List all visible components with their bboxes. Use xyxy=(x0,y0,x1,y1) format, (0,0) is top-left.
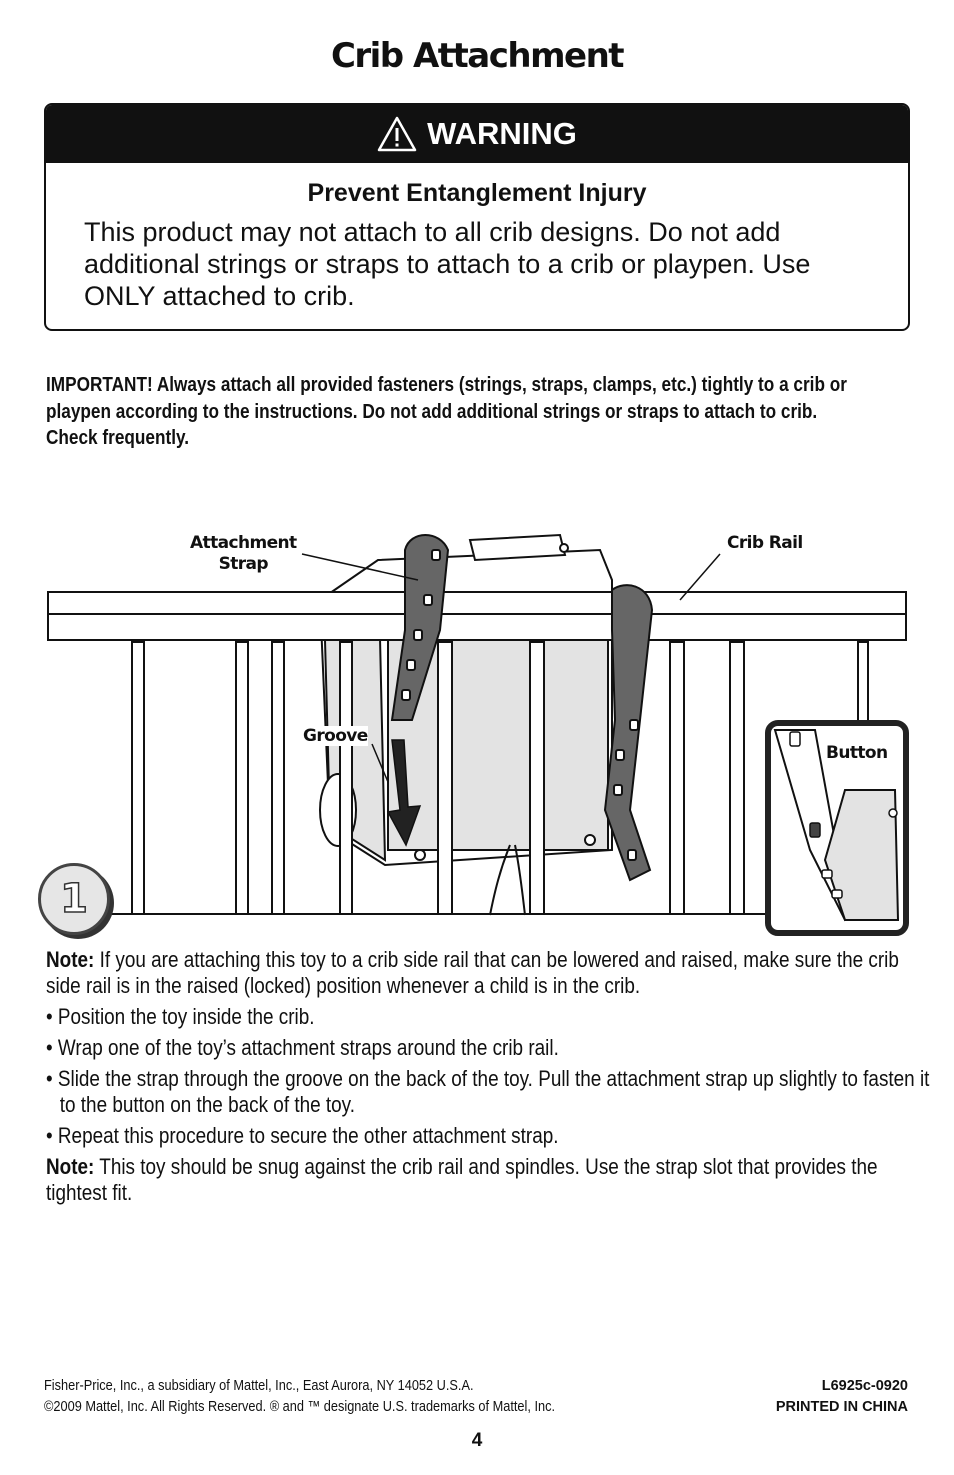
crib-attachment-illustration xyxy=(0,520,954,940)
instructions xyxy=(46,947,932,1211)
button-label: Button xyxy=(823,743,891,763)
crib-rail xyxy=(48,592,906,640)
warning-subheading: Prevent Entanglement Injury xyxy=(307,179,647,207)
product-code: L6925c-0920 xyxy=(821,1378,908,1394)
note-text: This toy should be snug against the crib rail and spindles. Use the strap slot that provides the tightest fit. xyxy=(46,1154,878,1205)
groove-label: Groove xyxy=(303,726,368,746)
list-item: • Wrap one of the toy’s attachment straps around the crib rail. xyxy=(46,1035,559,1060)
note-label: Note: xyxy=(46,947,95,972)
warning-box xyxy=(44,103,910,331)
list-item: • Slide the strap through the groove on the back of the toy. Pull the attachment strap up slightly to fasten it to the button on the back of the toy. xyxy=(46,1066,930,1117)
list-item: • Position the toy inside the crib. xyxy=(46,1004,315,1029)
note-text: If you are attaching this toy to a crib side rail that can be lowered and raised, make sure the crib side rail is in the raised (locked) position whenever a child is in the crib. xyxy=(46,947,899,998)
page-number: 4 xyxy=(471,1430,483,1451)
copyright-line: ©2009 Mattel, Inc. All Rights Reserved. ® and ™ designate U.S. trademarks of Mattel, Inc. xyxy=(44,1399,556,1415)
attachment-strap-label-line2: Strap xyxy=(218,554,268,574)
important-notice: IMPORTANT! Always attach all provided fasteners (strings, straps, clamps, etc.) tightly to a crib or playpen according to the instructions. Do not add additional strings or straps to attach to crib. Check frequently. xyxy=(46,374,847,449)
company-line: Fisher-Price, Inc., a subsidiary of Mattel, Inc., East Aurora, NY 14052 U.S.A. xyxy=(44,1378,474,1394)
step-number-badge: 1 xyxy=(38,863,110,935)
list-item: • Repeat this procedure to secure the other attachment strap. xyxy=(46,1123,559,1148)
page-title: Crib Attachment xyxy=(330,36,624,76)
attachment-strap-label xyxy=(190,533,297,575)
warning-triangle-icon xyxy=(377,116,417,152)
note-label: Note: xyxy=(46,1154,95,1179)
crib-rail-label: Crib Rail xyxy=(727,533,803,553)
attachment-strap-label-line1: Attachment xyxy=(190,533,297,553)
warning-text: This product may not attach to all crib designs. Do not add additional strings or straps to attach to a crib or playpen. Use ONLY attached to crib. xyxy=(84,217,811,311)
footer-codes xyxy=(776,1376,908,1418)
warning-header xyxy=(46,105,908,163)
note-raised-rail xyxy=(46,947,932,999)
note-snug-fit xyxy=(46,1154,932,1206)
printed-in: PRINTED IN CHINA xyxy=(775,1399,908,1415)
footer-legal xyxy=(44,1376,678,1418)
warning-heading: WARNING xyxy=(427,116,577,151)
